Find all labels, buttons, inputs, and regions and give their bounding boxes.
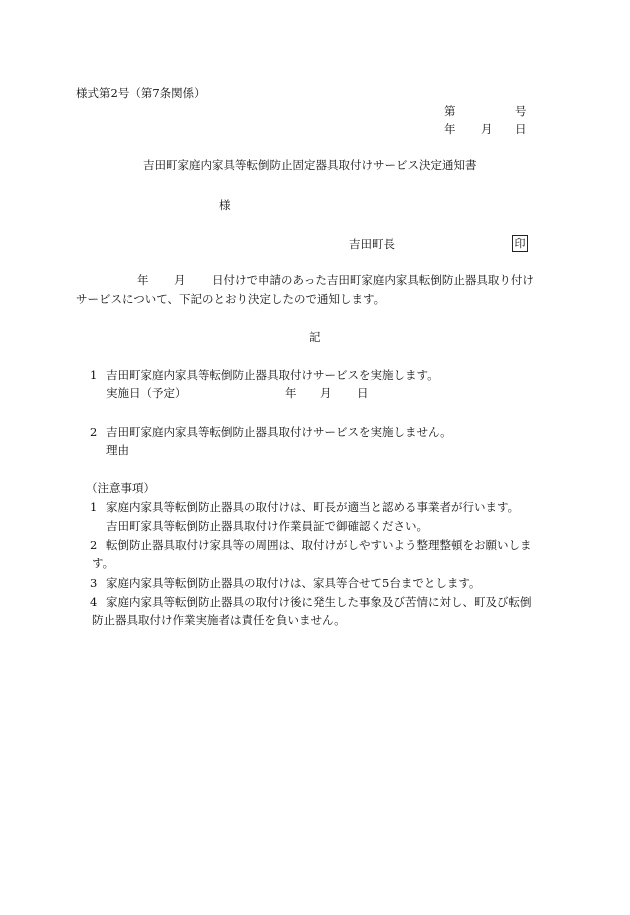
- body-line2: サービスについて、下記のとおり決定したので通知します。: [76, 292, 386, 306]
- note-1-line2: 吉田町家具等転倒防止器具取付け作業員証で御確認ください。: [106, 519, 428, 533]
- note-4-line2: 防止器具取付け作業実施者は責任を負いません。: [92, 613, 346, 627]
- note-2-line2: す。: [92, 556, 115, 570]
- note-3-line1: 家庭内家具等転倒防止器具の取付けは、家具等合せて5台までとします。: [106, 576, 481, 590]
- document-title: 吉田町家庭内家具等転倒防止固定器具取付けサービス決定通知書: [143, 158, 477, 172]
- decision-2-text: 吉田町家庭内家具等転倒防止器具取付けサービスを実施しません。: [106, 425, 452, 439]
- ki-heading: 記: [309, 330, 321, 344]
- issuer-name: 吉田町長: [349, 237, 395, 251]
- decision-1-month: 月: [320, 386, 332, 400]
- body-year: 年: [137, 273, 149, 287]
- body-line1: 日付けで申請のあった吉田町家庭内家具転倒防止器具取り付け: [212, 273, 534, 287]
- addressee-suffix: 様: [219, 198, 231, 212]
- seal-mark: 印: [512, 235, 528, 252]
- decision-1-year: 年: [285, 386, 297, 400]
- body-month: 月: [174, 273, 186, 287]
- document-number-prefix: 第: [444, 104, 456, 118]
- note-2-line1: 転倒防止器具取付け家具等の周囲は、取付けがしやすいよう整理整頓をお願いしま: [106, 538, 532, 552]
- note-4-number: 4: [90, 595, 98, 609]
- date-day: 日: [515, 122, 527, 136]
- note-3-number: 3: [90, 576, 98, 590]
- decision-1-number: 1: [90, 368, 98, 382]
- decision-2-reason-label: 理由: [106, 443, 129, 457]
- note-1-line1: 家庭内家具等転倒防止器具の取付けは、町長が適当と認める事業者が行います。: [106, 500, 520, 514]
- decision-1-day: 日: [357, 386, 369, 400]
- date-month: 月: [481, 122, 493, 136]
- document-number-suffix: 号: [515, 104, 527, 118]
- note-1-number: 1: [90, 500, 98, 514]
- notes-heading: （注意事項）: [86, 481, 155, 495]
- decision-1-text: 吉田町家庭内家具等転倒防止器具取付けサービスを実施します。: [106, 368, 439, 382]
- note-2-number: 2: [90, 538, 98, 552]
- date-year: 年: [444, 122, 456, 136]
- decision-2-number: 2: [90, 425, 98, 439]
- note-4-line1: 家庭内家具等転倒防止器具の取付け後に発生した事象及び苦情に対し、町及び転倒: [106, 595, 532, 609]
- decision-1-date-label: 実施日（予定）: [106, 386, 187, 400]
- form-label: 様式第2号（第7条関係）: [76, 86, 206, 100]
